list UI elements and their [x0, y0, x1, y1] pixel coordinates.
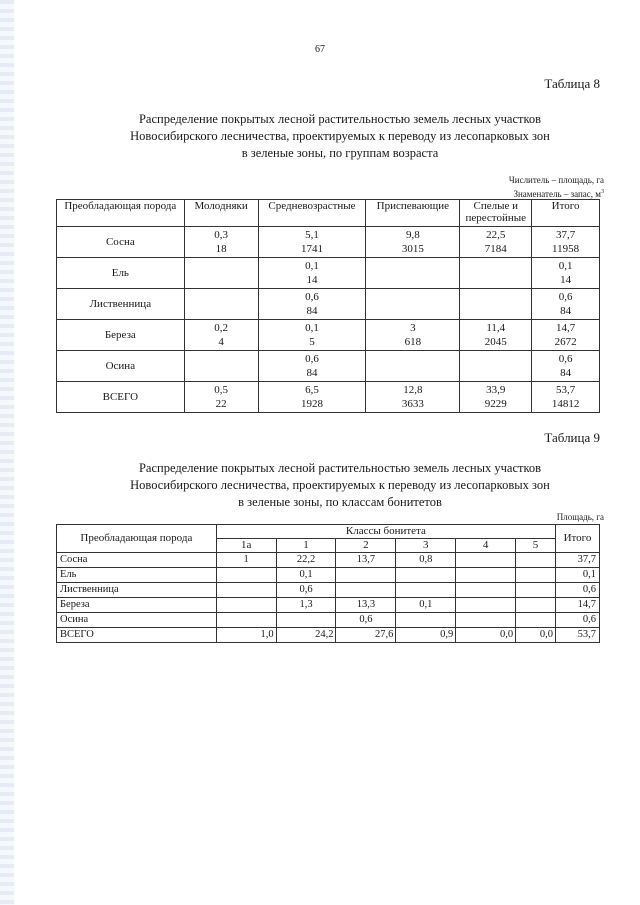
- table9-total-cell: 37,7: [556, 553, 600, 568]
- table9-value-cell: 1,3: [276, 598, 336, 613]
- table9-title-line: в зеленые зоны, по классам бонитетов: [238, 495, 442, 509]
- table8-title-line: в зеленые зоны, по группам возраста: [241, 146, 439, 160]
- table9-class-cell: 1а: [216, 539, 276, 553]
- table9-value-cell: [456, 583, 516, 598]
- table9-value-cell: 0,6: [276, 583, 336, 598]
- table8-value-cell: [258, 289, 366, 320]
- table8-stock-value: 11958: [552, 243, 580, 255]
- table9-value-cell: [516, 613, 556, 628]
- table8-value-cell: [366, 351, 460, 382]
- table9-value-cell: 0,0: [516, 628, 556, 643]
- table9-header-row: [57, 525, 600, 539]
- table9-row: [57, 598, 600, 613]
- table8-value-cell: [184, 320, 258, 351]
- table8-title-line: Новосибирского лесничества, проектируемых к переводу из лесопарковых зон: [130, 129, 550, 143]
- table8-value-cell: [366, 382, 460, 413]
- table9-value-cell: 24,2: [276, 628, 336, 643]
- table9-value-cell: [396, 583, 456, 598]
- table9-row: [57, 553, 600, 568]
- table9-value-cell: [336, 583, 396, 598]
- table8-species-cell: Сосна: [57, 227, 185, 258]
- table8-value-cell: [184, 227, 258, 258]
- table8-value-cell: [258, 320, 366, 351]
- table8-area-value: 0,6: [558, 353, 573, 365]
- table8-value-cell: [366, 258, 460, 289]
- table8-value-cell: [258, 258, 366, 289]
- table9-label: Таблица 9: [544, 430, 600, 445]
- table8-stock-value: 7184: [484, 243, 507, 255]
- table9-class-cell: 3: [396, 539, 456, 553]
- table8-value-cell: [258, 351, 366, 382]
- table9-site-classes: [56, 524, 600, 643]
- table8-species-cell: Ель: [57, 258, 185, 289]
- table8-area-value: 0,1: [558, 260, 573, 272]
- table8-area-value: 9,8: [405, 229, 420, 241]
- table9-value-cell: 13,7: [336, 553, 396, 568]
- table9-value-cell: [216, 598, 276, 613]
- table8-area-value: 0,1: [305, 322, 319, 334]
- table9-total-cell: 0,6: [556, 583, 600, 598]
- table8-title-line: Распределение покрытых лесной растительностью земель лесных участков: [138, 112, 542, 126]
- table8-value-cell: [460, 227, 532, 258]
- table8-label: Таблица 8: [544, 76, 600, 91]
- table9-value-cell: [216, 583, 276, 598]
- table8-value-cell: [366, 289, 460, 320]
- table8-stock-value: 3015: [401, 243, 424, 255]
- table9-value-cell: [516, 553, 556, 568]
- table8-stock-value: 9229: [484, 398, 507, 410]
- table9-class-cell: 5: [516, 539, 556, 553]
- table8-value-cell: [184, 289, 258, 320]
- table8-row: [57, 258, 600, 289]
- table8-row: [57, 289, 600, 320]
- table8-area-value: 0,3: [214, 229, 228, 241]
- table9-units: Площадь, га: [556, 512, 604, 522]
- table8-header-cell: Итого: [532, 200, 600, 227]
- table9-species-cell: Береза: [57, 598, 217, 613]
- table8-area-value: 11,4: [486, 322, 506, 334]
- table9-row: [57, 568, 600, 583]
- table9-value-cell: 0,6: [336, 613, 396, 628]
- table9-value-cell: 13,3: [336, 598, 396, 613]
- table9-value-cell: 27,6: [336, 628, 396, 643]
- table8-header-cell: Молодняки: [184, 200, 258, 227]
- table9-value-cell: 0,0: [456, 628, 516, 643]
- table8-stock-value: 14812: [551, 398, 580, 410]
- table9-value-cell: [516, 583, 556, 598]
- table9-row: [57, 583, 600, 598]
- table9-row: [57, 628, 600, 643]
- table8-units: [509, 174, 604, 200]
- table9-total-cell: 0,6: [556, 613, 600, 628]
- table9-value-cell: [216, 613, 276, 628]
- table9-header-species: Преобладающая порода: [57, 525, 217, 553]
- table9-value-cell: 0,1: [396, 598, 456, 613]
- table8-value-cell: [532, 227, 600, 258]
- table8-value-cell: [258, 382, 366, 413]
- table8-area-value: 0,6: [305, 291, 319, 303]
- table9-total-cell: 0,1: [556, 568, 600, 583]
- table8-area-value: 33,9: [486, 384, 506, 396]
- table8-row: [57, 227, 600, 258]
- table8-title: [60, 111, 620, 162]
- table9-class-cell: 2: [336, 539, 396, 553]
- table8-species-cell: Лиственница: [57, 289, 185, 320]
- table8-value-cell: [532, 382, 600, 413]
- table8-value-cell: [184, 382, 258, 413]
- table9-title-line: Распределение покрытых лесной растительностью земель лесных участков: [138, 461, 542, 475]
- table8-area-value: 0,5: [214, 384, 228, 396]
- table9-value-cell: [516, 568, 556, 583]
- table8-value-cell: [366, 227, 460, 258]
- table9-value-cell: 0,1: [276, 568, 336, 583]
- table8-stock-value: 2672: [554, 336, 577, 348]
- table9-species-cell: Осина: [57, 613, 217, 628]
- table8-stock-value: 84: [560, 367, 572, 379]
- table9-row: [57, 613, 600, 628]
- table8-value-cell: [258, 227, 366, 258]
- table9-value-cell: [276, 613, 336, 628]
- table9-value-cell: [216, 568, 276, 583]
- page-edge-decoration: [0, 0, 14, 905]
- table9-value-cell: 1: [216, 553, 276, 568]
- table8-value-cell: [366, 320, 460, 351]
- table8-stock-value: 4: [218, 336, 224, 348]
- table8-row: [57, 351, 600, 382]
- table9-species-cell: Лиственница: [57, 583, 217, 598]
- table9-species-cell: Ель: [57, 568, 217, 583]
- table9-class-cell: 1: [276, 539, 336, 553]
- table8-value-cell: [532, 320, 600, 351]
- table8-units-numerator: Числитель – площадь, га: [508, 175, 604, 185]
- table8-area-value: 53,7: [555, 384, 576, 396]
- table8-header-cell: Преобладающая порода: [57, 200, 185, 227]
- table8-stock-value: 14: [560, 274, 572, 286]
- table8-area-value: 0,6: [305, 353, 319, 365]
- table9-species-cell: ВСЕГО: [57, 628, 217, 643]
- table8-row: [57, 320, 600, 351]
- table9-header-classes: Классы бонитета: [216, 525, 555, 539]
- table9-class-cell: 4: [456, 539, 516, 553]
- table9-value-cell: [456, 568, 516, 583]
- table8-area-value: 3: [410, 322, 416, 334]
- table8-stock-value: 618: [404, 336, 422, 348]
- table8-value-cell: [460, 289, 532, 320]
- table9-value-cell: [456, 553, 516, 568]
- table9-value-cell: [396, 613, 456, 628]
- table9-value-cell: 1,0: [216, 628, 276, 643]
- table8-age-groups: [56, 199, 600, 413]
- table8-area-value: 5,1: [305, 229, 319, 241]
- table8-value-cell: [460, 258, 532, 289]
- table9-title-line: Новосибирского лесничества, проектируемых к переводу из лесопарковых зон: [130, 478, 550, 492]
- table8-species-cell: Береза: [57, 320, 185, 351]
- table8-stock-value: 2045: [484, 336, 507, 348]
- table8-header-cell: Приспевающие: [366, 200, 460, 227]
- table8-area-value: 22,5: [486, 229, 506, 241]
- table8-area-value: 6,5: [305, 384, 319, 396]
- table8-value-cell: [460, 320, 532, 351]
- table9-value-cell: 0,8: [396, 553, 456, 568]
- table8-stock-value: 1741: [300, 243, 323, 255]
- table9-header-total: Итого: [556, 525, 600, 553]
- table8-area-value: 0,1: [305, 260, 319, 272]
- table8-area-value: 0,2: [214, 322, 228, 334]
- table8-stock-value: 84: [306, 367, 318, 379]
- table9-value-cell: [456, 598, 516, 613]
- table9-total-cell: 14,7: [556, 598, 600, 613]
- table8-area-value: 37,7: [555, 229, 576, 241]
- table8-stock-value: 84: [560, 305, 572, 317]
- table9-value-cell: 22,2: [276, 553, 336, 568]
- table8-value-cell: [460, 351, 532, 382]
- table9-value-cell: [516, 598, 556, 613]
- table8-stock-value: 14: [306, 274, 318, 286]
- table8-value-cell: [460, 382, 532, 413]
- table8-stock-value: 18: [215, 243, 227, 255]
- table8-value-cell: [184, 351, 258, 382]
- table8-value-cell: [532, 289, 600, 320]
- table8-stock-value: 84: [306, 305, 318, 317]
- table8-units-denominator: Знаменатель – запас, $м^3$: [513, 189, 604, 199]
- table9-title: [60, 460, 620, 511]
- table8-area-value: 0,6: [558, 291, 573, 303]
- table8-area-value: 12,8: [403, 384, 423, 396]
- table8-header-cell: Спелые и перестойные: [460, 200, 532, 227]
- table9-total-cell: 53,7: [556, 628, 600, 643]
- table8-header-row: [57, 200, 600, 227]
- table8-value-cell: [532, 258, 600, 289]
- table8-stock-value: 5: [309, 336, 315, 348]
- table8-species-cell: Осина: [57, 351, 185, 382]
- table8-stock-value: 22: [215, 398, 227, 410]
- table9-value-cell: [336, 568, 396, 583]
- table9-value-cell: [456, 613, 516, 628]
- table9-species-cell: Сосна: [57, 553, 217, 568]
- table8-header-cell: Средневозрастные: [258, 200, 366, 227]
- table8-value-cell: [532, 351, 600, 382]
- page-number: 67: [315, 44, 325, 55]
- table9-value-cell: 0,9: [396, 628, 456, 643]
- table8-stock-value: 1928: [300, 398, 323, 410]
- table9-value-cell: [396, 568, 456, 583]
- table8-value-cell: [184, 258, 258, 289]
- table8-row: [57, 382, 600, 413]
- table8-stock-value: 3633: [401, 398, 424, 410]
- table8-species-cell: ВСЕГО: [57, 382, 185, 413]
- table8-area-value: 14,7: [555, 322, 576, 334]
